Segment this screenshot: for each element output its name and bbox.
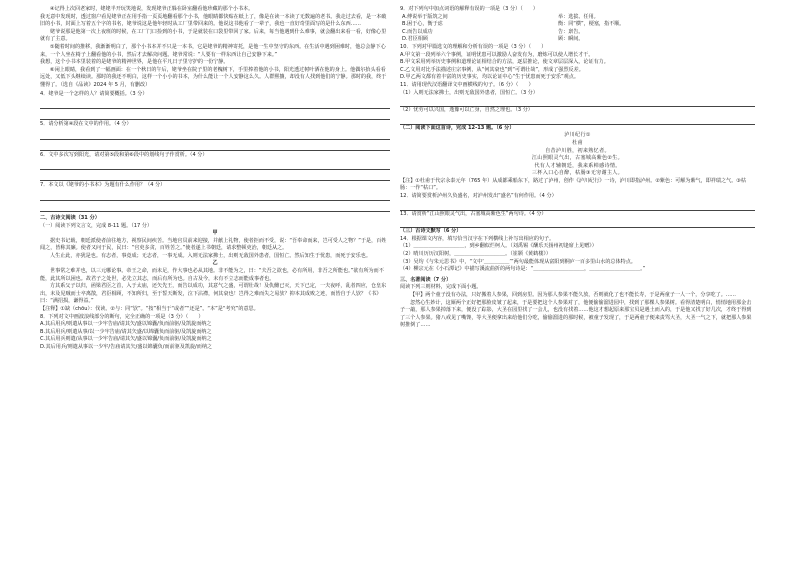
poem-line: 江山照眼灵气出，古塞城高紫色②生。 [531,155,624,162]
answer-line[interactable] [40,109,390,120]
answer-line[interactable] [40,201,390,212]
passage-yi: 世事常之难并也，以三元哪论事。帝王之命，而未足，作大事也必从其地。非不能为之，曰：“夫吾之欲也，必有所用，非吾之所能也。”欲有所为而不能，此其所以困也。故君子之处世，必先立其志，而后有所为也。自古及今，未有不立志而能成事者也。 [40,268,384,282]
paragraph-4c: 姥爷说那是他第一次上夜班的时候，在工厂门口捡到的小书，于是就装在口袋里带回了家。后来，每当他遇到什么难事，就会翻出来看一看，好像心里就有了主意。 [40,28,387,43]
question-11-1: （1）入则无法家拂士，出则无敌国外患者，国恒亡。（3 分） [400,89,538,96]
option-c[interactable]: C.而告以成功 [402,28,433,35]
answer-line[interactable] [40,140,390,151]
option-a[interactable]: A.其后用兵/则遣从事以一少牢告庙/请其矢/盛以锦囊/负而前驱/及凯旋而纳之 [40,321,212,328]
question-10: 10．下列对甲篇选文的理解和分析有误的一项是（3 分）（ ） [400,43,547,50]
answer-line[interactable] [40,159,390,170]
subsection-heading: （二）阅读下面这首诗，完成 12-13 题。（6 分） [400,124,515,131]
question-14-4: （4）柳宗元在《小石潭记》中描写溪流曲折的两句诗是：“＿＿＿＿＿＿＿＿＿＿，＿＿＿＿＿＿＿＿＿＿。” [400,266,646,273]
option-d[interactable]: D.君臣相顾 [402,36,428,43]
question-8: 8．下列对文中画波浪线部分的断句，完全正确的一项是（3 分）（ ） [40,313,204,320]
option-d[interactable]: D.其后用兵/则遣从事以一少牢/告庙请其矢/盛以锦囊负/而前驱及凯旋/而纳之 [40,344,213,350]
section-heading: 二、古诗文阅读（31 分） [40,214,100,221]
passage-jia-2: 人生止此，亦犹是也。有志者，事竟成；无志者，一事无成。入则无法家拂士，出则无敌国外患者，国恒亡。然后知生于忧患，而死于安乐也。 [50,252,371,259]
poem-note: 【注】①杜甫于代宗永泰元年（765 年）从成都乘船东下，路过了泸州，创作《泸川纪行》一诗，泸川即指泸州。②紫色：可解为紫气，即祥瑞之气。③枯肠：一作“枯口”。 [400,177,746,192]
poem-line: 三杯入口心自醉，枯肠③无穷谢主人。 [531,170,624,177]
answer-line[interactable] [40,190,390,201]
question-4: 4．姥爷是一个怎样的人？请简要概括。（3 分） [40,90,148,97]
paragraph-6: ⑥闲上眼睛，我看到了一幅画面：在一个秋日的午后，姥爷坐在院子里的老槐树下，手里捧着他的小书，阳光透过树叶洒在他的身上。他偶尔抬头看看远处，又低下头继续读。那时的我还不明白，这样一个小小的书本，为什么能让一个人安静这么久。人群熙攘，却没有人找到他们的宁静。那时的我，终于懂得了。（选自《品读》2024 年 5 月，有删改） [40,66,387,88]
subsection-heading: （三）古诗文默写（6 分） [400,228,462,235]
material-jia-2: 忽然心生妙计，这厮两个正好把那脸皮皱了起来，于是要把这个人参果对了，他便偷偷溜进园中，找到了那棵人参果树。看得清楚明白，悄悄地用那金击子一敲，那人参果掉落下来，便没了踪影，大圣在园里找了一会儿，也没有找着……他这才想起原来那宝贝是遇土而入的，于是他又找了好几次，才终于得到了三个人参果。猪八戒见了嘴馋，等大圣便拿出来给他们分吃，偷偷溜进的那时候，被童子发现了，于是两童子便来责骂大圣，大圣一气之下，就把那人参果树推倒了…… [400,299,752,329]
question-11: 11．请用现代汉语翻译文中画横线的句子。（6 分）（ ） [400,81,534,88]
answer-line[interactable] [40,98,390,109]
option-a[interactable]: A.傅说举于版筑之间 [402,13,448,20]
poem-author: 杜甫 [572,139,583,146]
question-14-2: （2）晴川历历汉阳树，＿＿＿＿＿＿＿＿＿＿。（崔颢《黄鹤楼》） [400,251,551,258]
material-jia: 【甲】两个童子没有办法，只好搬着人参果，回到房里。因为那人参果不能久放，否则就化了也不能长寿，于是两童子一人一个，分享吃了。…… [410,292,737,298]
poem-line: 代有人才辅朝廷，我来系棹感诗情。 [534,162,621,169]
option-d-gloss: 顾：瞬间。 [558,36,584,43]
answer-line[interactable] [40,129,390,140]
paragraph-5b: 我想，这个小书本里装着的是姥爷的精神世界，是他在平凡日子里守护的一份宁静。 [40,59,229,66]
paragraph-5: ⑤随着时间的推移，我渐渐明白了，那个小书本并不只是一本书，它是姥爷的精神寄托，是他一生中坚守的东西。在生活中遇到困难时，他总会静下心来，一个人坐在椅子上翻看他的小书，然后才去解决问题。姥爷常说：“人要有一样东西让自己安静下来。” [40,43,386,58]
section-heading: 三、名著阅读（7 分） [400,276,452,283]
option-d[interactable]: D.甲乙两文都有着丰富的历史事实，均以论证中心“生于忧患而死于安乐”观点。 [400,74,579,81]
option-a-gloss: 举：选拔、任用。 [558,13,599,20]
paragraph-4b: 我无意中发现时，透过窗户看见姥爷正在用手指一页页地翻看那个小书，他眼睛都快贴在纸上了，像是在读一本读了无数遍的老书。我走过去看，是一本破旧的小书，封面上写着五个字的书名，姥爷说这是他年轻时从工厂里带回来的。他说这书他看了一辈子，我也一直好奇里面写的是什么东西…… [40,13,387,28]
question-9-options [402,14,755,44]
passage-yi-2: 方其系父子以归，函梁君臣之首，入于太庙，还矢先王，而告以成功，其意气之盛，可谓壮哉！及仇雠已灭，天下已定，一夫夜呼，乱者四应，仓皇东出，未及见贼而士卒离散，君臣相顾，不知所归，至于誓天断发，泣下沾襟，何其衰也！岂得之难而失之易欤？抑本其成败之迹，而皆自于人欤？《书》曰：“满招损，谦得益。” [40,283,387,305]
question-14: 14．根据课文内容，填写恰当汉字在下列横线上补写出相应的句子。 [400,235,555,242]
question-14-3: （3）吴均《与朱元思书》中，“文中‘＿＿＿＿＿’”两句最能体现从富阳到桐庐一百多里山水的总体特点。 [400,258,636,265]
option-c[interactable]: C.乙文用对比手法描述庄宗事例，从“何其衰也”到“可谓壮哉”，形成了强烈反差。 [400,66,584,73]
question-11-2: （2）忧劳可以兴国，逸豫可以亡身，自然之理也。（3 分） [400,107,533,114]
question-6: 6．文中多次写到阳光，请对第⑤段和第⑥段中的划线句子作赏析。（4 分） [40,151,208,158]
question-13: 13．请赏析“江山照眼灵气出，古塞城高紫色生”两句诗。（4 分） [400,210,547,217]
question-9: 9．对下列句中加点词语的解释有误的一项是（3 分）（ ） [400,6,538,12]
question-12: 12．请简要赏析泸州久负盛名，对泸州发出“盛名”有何作用。（4 分） [400,193,557,200]
passage-jia: 据史书记载，朝廷派使者前往地方，视察民间疾苦。当地官员前来迎接，并献上礼物，使者拒而不受，说：“吾奉命而来，岂可受人之物？”于是，百姓闻之，皆称其廉。使者又问于民，民曰：“官吏多贪，百姓苦之。”使者遂上书朝廷，请求整顿吏治，朝廷从之。 [40,237,387,252]
option-b[interactable]: B.甲文采用列举历史事例和道理论证相结合的方法，逐层推论，使文章层层深入，论证有力。 [400,59,609,66]
passage-label-yi: 乙 [212,260,218,267]
paragraph-4: ④记得上次回老家时，姥姥半开玩笑地说，发现姥爷正躲在卧室翻看他珍藏的那个小书本。 [50,6,254,12]
answer-line[interactable] [400,97,755,107]
right-column [400,6,755,330]
option-a[interactable]: A.甲文第一段列举六个事例，证明忧患可以激励人奋发有为，磨炼可以使人增长才干。 [400,51,594,58]
question-15: 阅读下列三则材料，完成下面小题。 [400,284,482,291]
answer-line[interactable] [40,170,390,181]
poem-title: 泸川纪行① [564,132,591,139]
question-7: 7．本文以《姥爷的小书本》为题有什么作用？（4 分） [40,182,166,189]
poem-line: 自昔泸川胜，初来熟忆者。 [545,147,610,154]
option-b[interactable]: B.其后用兵/则遣从事/以一少牢告庙/请其矢盛/以锦囊负而前驱/及凯旋而纳之 [40,328,212,335]
option-c-gloss: 告：禀告。 [558,28,584,35]
option-b-gloss: 衡：同“横”，梗塞，指不顺。 [558,21,625,28]
question-14-1: （1）＿＿＿＿＿＿＿＿＿＿，到乡翻似烂柯人。（刘禹锡《酬乐天扬州初逢席上见赠》） [400,243,597,250]
answer-line[interactable] [400,201,755,211]
subsection-heading: （一）阅读下列文言文，完成 8-11 题。（17 分） [40,222,153,229]
answer-line[interactable] [400,115,755,125]
answer-line[interactable] [400,218,755,228]
question-5: 5．请分析第④段在文中的作用。（4 分） [40,121,132,128]
option-b[interactable]: B.困于心，衡于虑 [402,21,443,28]
passage-label-jia: 甲 [212,230,218,237]
left-column [40,6,390,352]
annotation-note: 【注释】①缺（chōu）：伐读。②与：同“欤”。“按”相当于“或者”“还是”。“本”是“考究”的意思。 [40,306,259,313]
option-c[interactable]: C.其后用兵则遣/从事以一少牢告庙/请其矢/盛以锦囊/负而前驱/及凯旋而纳之 [40,336,212,343]
